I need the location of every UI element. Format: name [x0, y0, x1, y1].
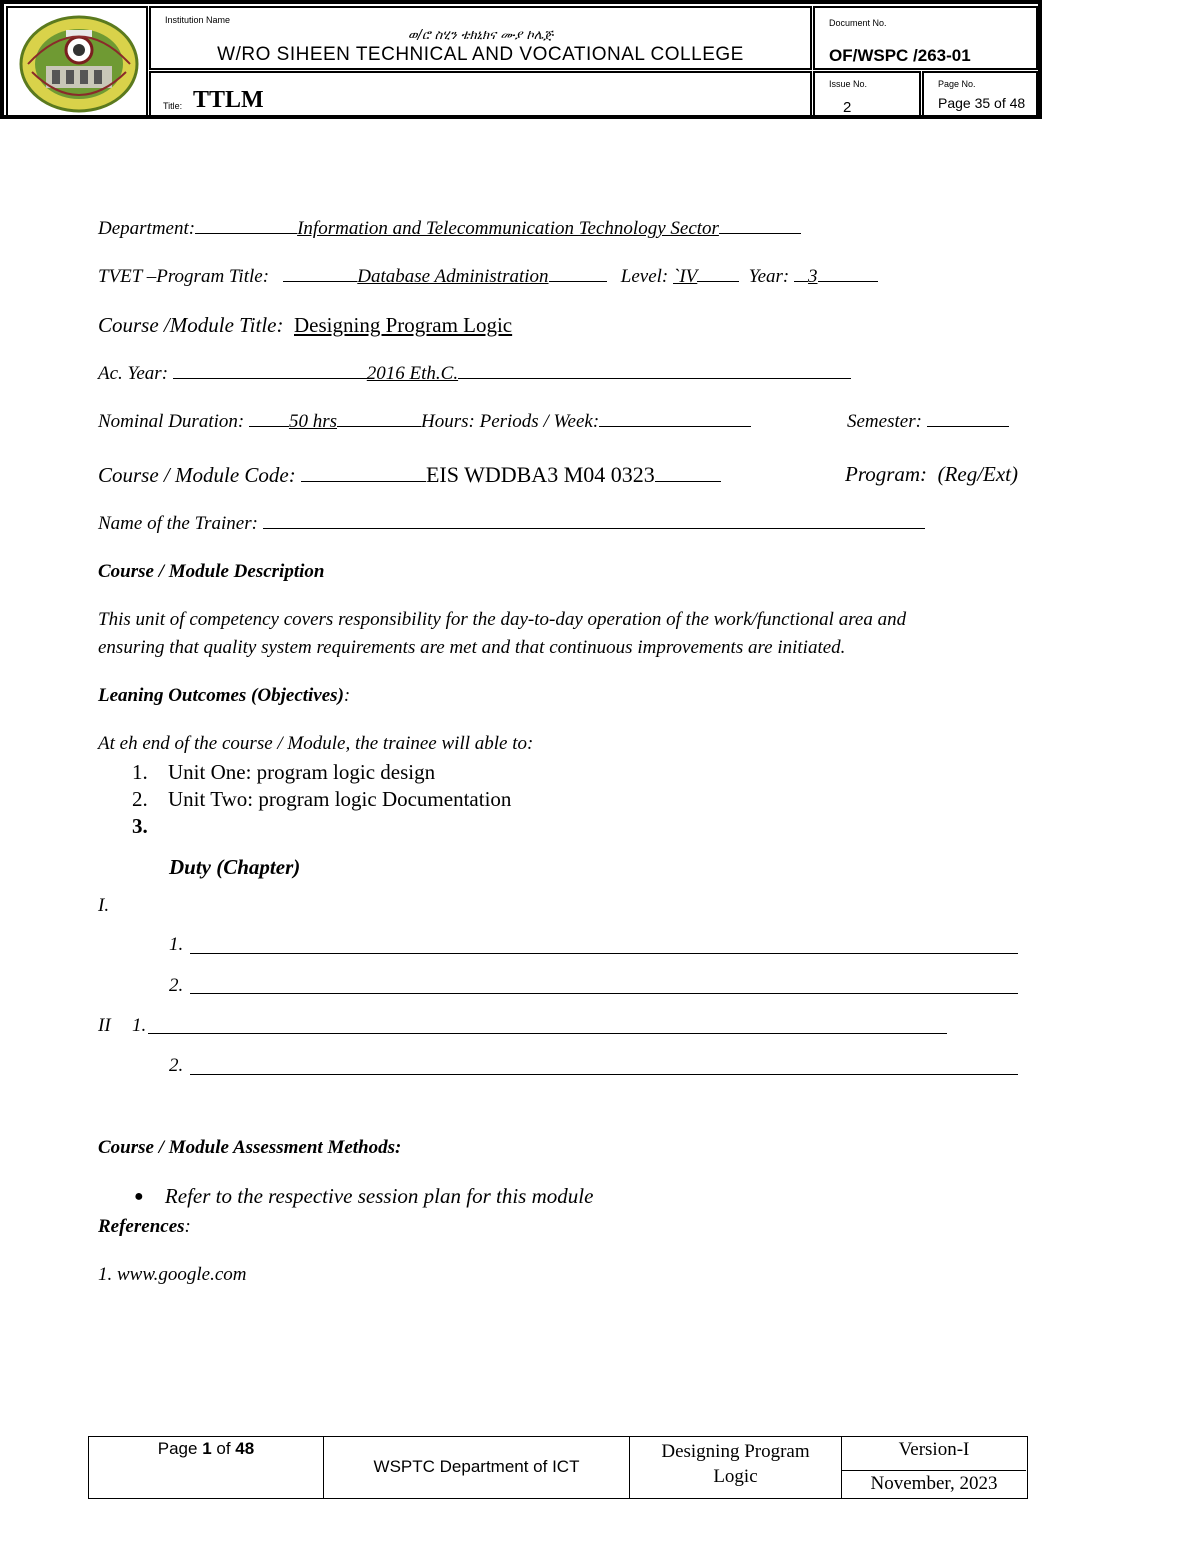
- module-title-row: [98, 313, 512, 338]
- footer-page-prefix: Page: [157, 1439, 203, 1458]
- semester-field: [847, 411, 1009, 433]
- description-line-1: This unit of competency covers responsibility for the day-to-day operation of the work/functional area and: [98, 609, 907, 630]
- footer-dept: WSPTC Department of ICT: [373, 1457, 580, 1476]
- module-title-value: Designing Program Logic: [294, 313, 513, 337]
- list-item: [132, 814, 511, 841]
- nominal-duration-value: 50 hrs: [288, 411, 337, 432]
- program-label: TVET –Program Title:: [98, 266, 270, 287]
- level-value: `IV: [673, 266, 698, 287]
- footer-version-cell: [842, 1437, 1026, 1498]
- hours-label: Hours: Periods / Week:: [421, 411, 600, 432]
- issue-number-label: Issue No.: [829, 79, 868, 89]
- duty-item-number: 2.: [169, 975, 184, 996]
- title-label: Title:: [163, 101, 183, 111]
- module-code-label: Course / Module Code:: [98, 463, 296, 487]
- footer-date: November, 2023: [870, 1473, 998, 1494]
- trainer-label: Name of the Trainer:: [98, 513, 258, 534]
- nominal-duration-row: [98, 411, 751, 433]
- institution-label: Institution Name: [165, 15, 231, 25]
- document-header: [0, 0, 1042, 119]
- institution-cell: [149, 6, 812, 70]
- outcome-text: Unit Two: program logic Documentation: [168, 787, 512, 811]
- blank-line: [190, 993, 1018, 994]
- page-number-label: Page No.: [938, 79, 976, 89]
- references-heading-colon: :: [184, 1216, 191, 1237]
- bullet-icon: ●: [134, 1188, 144, 1205]
- ac-year-label: Ac. Year:: [98, 363, 169, 384]
- department-value: Information and Telecommunication Technology Sector: [297, 218, 719, 239]
- module-code-value: EIS WDDBA3 M04 0323: [425, 462, 655, 487]
- department-label: Department:: [98, 218, 196, 239]
- outcomes-heading-row: [98, 685, 350, 707]
- department-row: [98, 218, 801, 240]
- footer-page-total: 48: [235, 1439, 255, 1458]
- footer-page-of: of: [211, 1439, 236, 1458]
- references-heading: References: [98, 1216, 185, 1237]
- page-footer: [88, 1436, 1028, 1499]
- outcomes-list: [132, 760, 511, 841]
- issue-number-value: 2: [843, 99, 852, 116]
- footer-version: Version-I: [898, 1439, 970, 1460]
- page-number-cell: [922, 71, 1038, 117]
- level-label: Level:: [620, 266, 669, 287]
- title-value: TTLM: [193, 87, 264, 113]
- year-label: Year:: [748, 266, 790, 287]
- assessment-heading: Course / Module Assessment Methods:: [98, 1137, 402, 1158]
- footer-divider: [842, 1470, 1026, 1471]
- nominal-duration-label: Nominal Duration:: [98, 411, 245, 432]
- ac-year-value: 2016 Eth.C.: [366, 363, 459, 384]
- outcome-number: 2.: [132, 787, 148, 811]
- document-number-cell: [813, 6, 1038, 70]
- blank-line: [190, 953, 1018, 954]
- duty-roman-1: I.: [98, 895, 110, 916]
- institution-name: W/RO SIHEEN TECHNICAL AND VOCATIONAL COLLEGE: [217, 44, 744, 65]
- outcomes-heading-colon: :: [343, 685, 351, 706]
- issue-number-cell: [813, 71, 921, 117]
- list-item: [132, 787, 511, 814]
- outcomes-heading: Leaning Outcomes (Objectives): [98, 685, 344, 706]
- list-item: [132, 760, 511, 787]
- description-heading: Course / Module Description: [98, 561, 325, 582]
- description-line-2: ensuring that quality system requirements are met and that continuous improvements are initiated.: [98, 637, 846, 658]
- document-number-label: Document No.: [829, 18, 887, 28]
- outcome-number: 3.: [132, 814, 148, 838]
- outcome-text: Unit One: program logic design: [168, 760, 436, 784]
- references-heading-row: [98, 1216, 191, 1238]
- program-type-field: [845, 462, 1018, 487]
- trainer-row: [98, 513, 925, 535]
- duty-item-number: 1.: [132, 1015, 147, 1036]
- outcomes-intro: At eh end of the course / Module, the trainee will able to:: [98, 733, 534, 754]
- assessment-bullet-item: [134, 1184, 593, 1209]
- logo-cell: [6, 6, 148, 117]
- footer-dept-cell: [324, 1437, 630, 1498]
- footer-page-number: 1: [202, 1439, 212, 1458]
- blank-line: [190, 1074, 1018, 1075]
- program-type-value: (Reg/Ext): [937, 462, 1019, 486]
- footer-module: Designing Program Logic: [661, 1441, 810, 1487]
- duty-heading: Duty (Chapter): [169, 855, 301, 879]
- title-cell: [149, 71, 812, 117]
- reference-item: 1. www.google.com: [98, 1264, 247, 1285]
- duty-item-number: 1.: [169, 934, 184, 955]
- duty-roman-2: II: [98, 1015, 111, 1036]
- blank-line: [148, 1033, 947, 1034]
- footer-page-text: [89, 1439, 323, 1459]
- ac-year-row: [98, 363, 851, 385]
- assessment-bullet-text: Refer to the respective session plan for this module: [164, 1184, 594, 1208]
- page-number-value: Page 35 of 48: [938, 95, 1026, 111]
- college-logo: [18, 14, 140, 114]
- program-row: [98, 266, 878, 288]
- program-value: Database Administration: [357, 266, 549, 287]
- footer-module-cell: [630, 1437, 842, 1498]
- program-type-label: Program:: [845, 462, 928, 486]
- module-code-row: [98, 462, 721, 488]
- outcome-number: 1.: [132, 760, 148, 784]
- footer-page-cell: [89, 1437, 324, 1498]
- semester-label: Semester:: [847, 411, 922, 432]
- duty-item-number: 2.: [169, 1055, 184, 1076]
- year-value: 3: [808, 266, 818, 287]
- document-number-value: OF/WSPC /263-01: [829, 46, 971, 65]
- institution-amharic: ወ/ሮ ስሂን ቴክኒክና ሙያ ኮሌጅ: [407, 28, 554, 43]
- module-title-label: Course /Module Title:: [98, 313, 284, 337]
